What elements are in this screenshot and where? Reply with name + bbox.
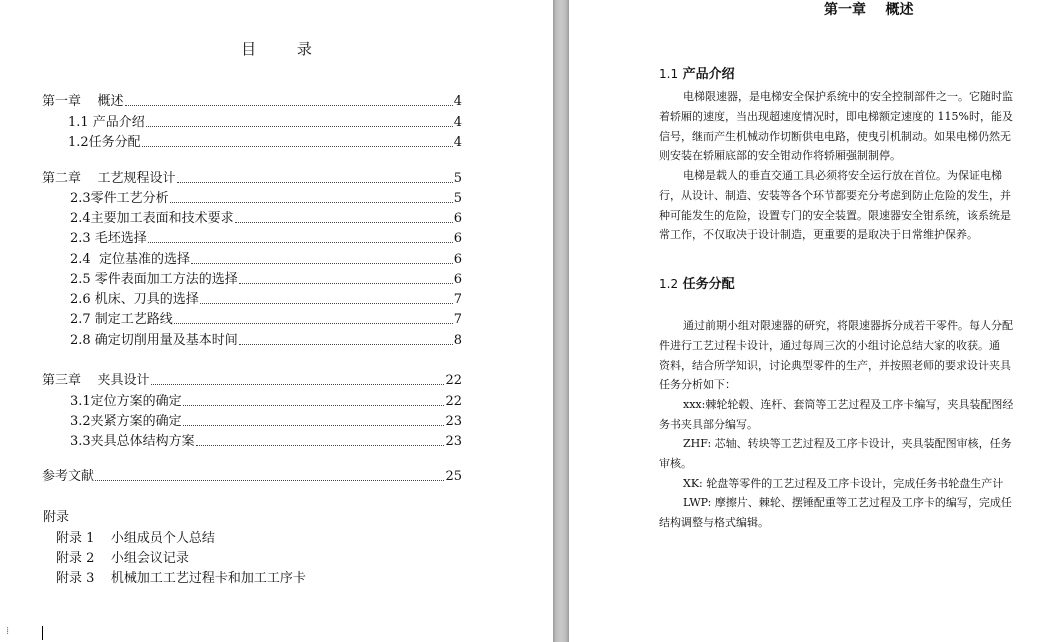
chapter-page <box>569 0 1041 642</box>
body-line: 务书夹具部分编写。 <box>659 418 758 431</box>
body-line: 着轿厢的速度，当出现超速度情况时，即电梯额定速度的 115%时，能及 <box>659 110 1013 123</box>
appendix-item[interactable]: 附录 1 小组成员个人总结 <box>56 531 215 546</box>
toc-entry[interactable]: 第二章 工艺规程设计 5 <box>42 171 462 186</box>
toc-entry[interactable]: 3.1定位方案的确定 22 <box>70 394 462 409</box>
toc-entry[interactable]: 3.3夹具总体结构方案 23 <box>70 434 462 449</box>
section-heading: 1.2 任务分配 <box>659 277 735 292</box>
body-line: 电梯是载人的垂直交通工具必须将安全运行放在首位。为保证电梯 <box>683 169 1002 182</box>
toc-title: 目 录 <box>241 40 330 58</box>
body-line: 常工作，不仅取决于设计制造，更重要的是取决于日常维护保养。 <box>659 228 978 241</box>
body-line: xxx:棘轮轮毂、连杆、套筒等工艺过程及工序卡编写，夹具装配图经 <box>683 398 1014 411</box>
body-line: 审核。 <box>659 457 692 470</box>
chapter-title: 第一章 概述 <box>824 2 914 18</box>
body-line: ZHF: 芯轴、转块等工艺过程及工序卡设计，夹具装配图审核，任务 <box>683 437 1012 450</box>
text-cursor <box>42 626 43 640</box>
appendix-heading: 附录 <box>43 510 70 525</box>
body-line: LWP: 摩擦片、棘轮、摆锤配重等工艺过程及工序卡的编写，完成任 <box>683 496 1012 509</box>
toc-entry[interactable]: 第三章 夹具设计 22 <box>42 373 462 388</box>
toc-entry[interactable]: 第一章 概述 4 <box>42 94 462 109</box>
appendix-item[interactable]: 附录 2 小组会议记录 <box>56 551 189 566</box>
toc-entry[interactable]: 2.4 定位基准的选择 6 <box>70 252 462 267</box>
body-line: 种可能发生的危险，设置专门的安全装置。限速器安全钳系统，该系统是 <box>659 209 1011 222</box>
body-line: 则安装在轿厢底部的安全钳动作将轿厢强制制停。 <box>659 149 901 162</box>
toc-entry[interactable]: 3.2夹紧方案的确定 23 <box>70 414 462 429</box>
page-gap <box>553 0 569 642</box>
body-line: 件进行工艺过程卡设计，通过每周三次的小组讨论总结大家的收获。通 <box>659 339 1000 352</box>
body-line: 通过前期小组对限速器的研究，将限速器拆分成若干零件。每人分配 <box>683 319 1013 332</box>
toc-entry[interactable]: 2.3零件工艺分析 5 <box>70 191 462 206</box>
toc-entry[interactable]: 1.2任务分配 4 <box>68 135 462 150</box>
toc-entry[interactable]: 2.4主要加工表面和技术要求 6 <box>70 211 462 226</box>
body-line: 资料，结合所学知识，讨论典型零件的生产，并按照老师的要求设计夹具 <box>659 359 1011 372</box>
paragraph-mark-icon: ⁞ <box>6 624 10 637</box>
body-line: 结构调整与格式编辑。 <box>659 516 769 529</box>
toc-entry[interactable]: 2.3 毛坯选择 6 <box>70 231 462 246</box>
body-line: 行，从设计、制造、安装等各个环节都要充分考虑到防止危险的发生，并 <box>659 189 1011 202</box>
appendix-item[interactable]: 附录 3 机械加工工艺过程卡和加工工序卡 <box>56 571 306 586</box>
toc-entry[interactable]: 1.1 产品介绍 4 <box>68 115 462 130</box>
body-line: 任务分析如下： <box>659 378 736 391</box>
body-line: 信号，继而产生机械动作切断供电电路，使曳引机制动。如果电梯仍然无 <box>659 130 1011 143</box>
toc-entry[interactable]: 2.8 确定切削用量及基本时间 8 <box>70 333 462 348</box>
body-line: XK: 轮盘等零件的工艺过程及工序卡设计，完成任务书轮盘生产计 <box>683 477 1004 490</box>
toc-entry[interactable]: 2.6 机床、刀具的选择 7 <box>70 292 462 307</box>
section-heading: 1.1 产品介绍 <box>659 67 735 82</box>
toc-entry[interactable]: 2.7 制定工艺路线 7 <box>70 312 462 327</box>
body-line: 电梯限速器，是电梯安全保护系统中的安全控制部件之一。它随时监 <box>683 90 1013 103</box>
toc-entry[interactable]: 2.5 零件表面加工方法的选择 6 <box>70 272 462 287</box>
toc-entry[interactable]: 参考文献 25 <box>42 469 462 484</box>
